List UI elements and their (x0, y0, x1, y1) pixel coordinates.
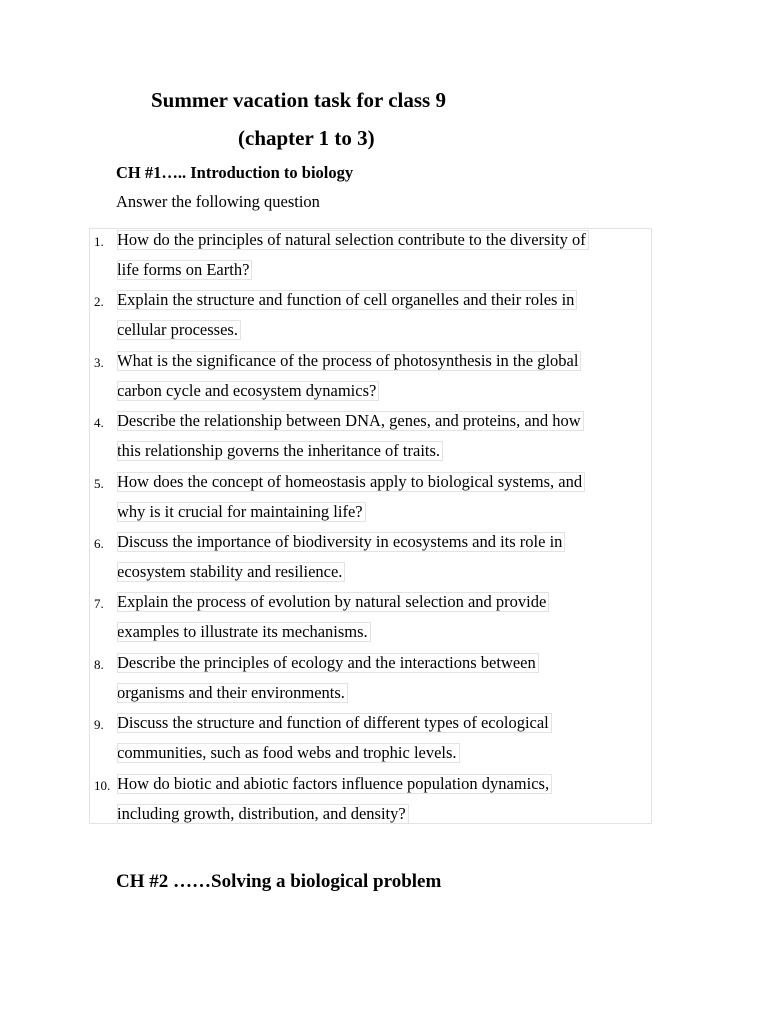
question-number: 7. (94, 596, 104, 612)
question-number: 5. (94, 475, 104, 491)
chapter-2-heading: CH #2 ……Solving a biological problem (116, 871, 442, 892)
question-text-line-2: cellular processes. (117, 320, 241, 340)
chapter-1-instruction: Answer the following question (116, 192, 320, 211)
question-text-line-1: What is the significance of the process of photosynthesis in the global (117, 351, 581, 371)
question-text-line-2: carbon cycle and ecosystem dynamics? (117, 381, 379, 401)
document-subtitle: (chapter 1 to 3) (238, 126, 375, 150)
question-text-line-1: Explain the structure and function of cell organelles and their roles in (117, 290, 577, 310)
question-text-line-1: How do biotic and abiotic factors influence population dynamics, (117, 774, 552, 794)
question-text-line-1: Discuss the structure and function of different types of ecological (117, 713, 552, 733)
document-title: Summer vacation task for class 9 (151, 88, 446, 112)
question-number: 3. (94, 354, 104, 370)
question-text-line-2: including growth, distribution, and density? (117, 804, 409, 824)
question-number: 9. (94, 717, 104, 733)
question-number: 10. (94, 777, 111, 793)
question-text-line-2: organisms and their environments. (117, 683, 348, 703)
question-number: 2. (94, 294, 104, 310)
question-text-line-2: examples to illustrate its mechanisms. (117, 622, 371, 642)
question-text-line-1: How does the concept of homeostasis apply to biological systems, and (117, 472, 585, 492)
question-text-line-1: How do the principles of natural selection contribute to the diversity of (117, 230, 589, 250)
chapter-1-heading: CH #1….. Introduction to biology (116, 163, 354, 182)
question-text-line-1: Discuss the importance of biodiversity in ecosystems and its role in (117, 532, 565, 552)
question-text-line-1: Explain the process of evolution by natural selection and provide (117, 592, 549, 612)
question-text-line-2: ecosystem stability and resilience. (117, 562, 345, 582)
question-text-line-2: why is it crucial for maintaining life? (117, 502, 366, 522)
question-text-line-2: life forms on Earth? (117, 260, 252, 280)
question-number: 6. (94, 536, 104, 551)
question-number: 8. (94, 656, 104, 672)
question-text-line-2: communities, such as food webs and trophic levels. (117, 743, 460, 763)
question-number: 1. (94, 234, 104, 249)
question-text-line-2: this relationship governs the inheritance of traits. (117, 441, 443, 461)
question-text-line-1: Describe the relationship between DNA, genes, and proteins, and how (117, 411, 584, 431)
question-list-box (89, 228, 652, 824)
question-number: 4. (94, 415, 104, 431)
question-text-line-1: Describe the principles of ecology and the interactions between (117, 653, 539, 673)
